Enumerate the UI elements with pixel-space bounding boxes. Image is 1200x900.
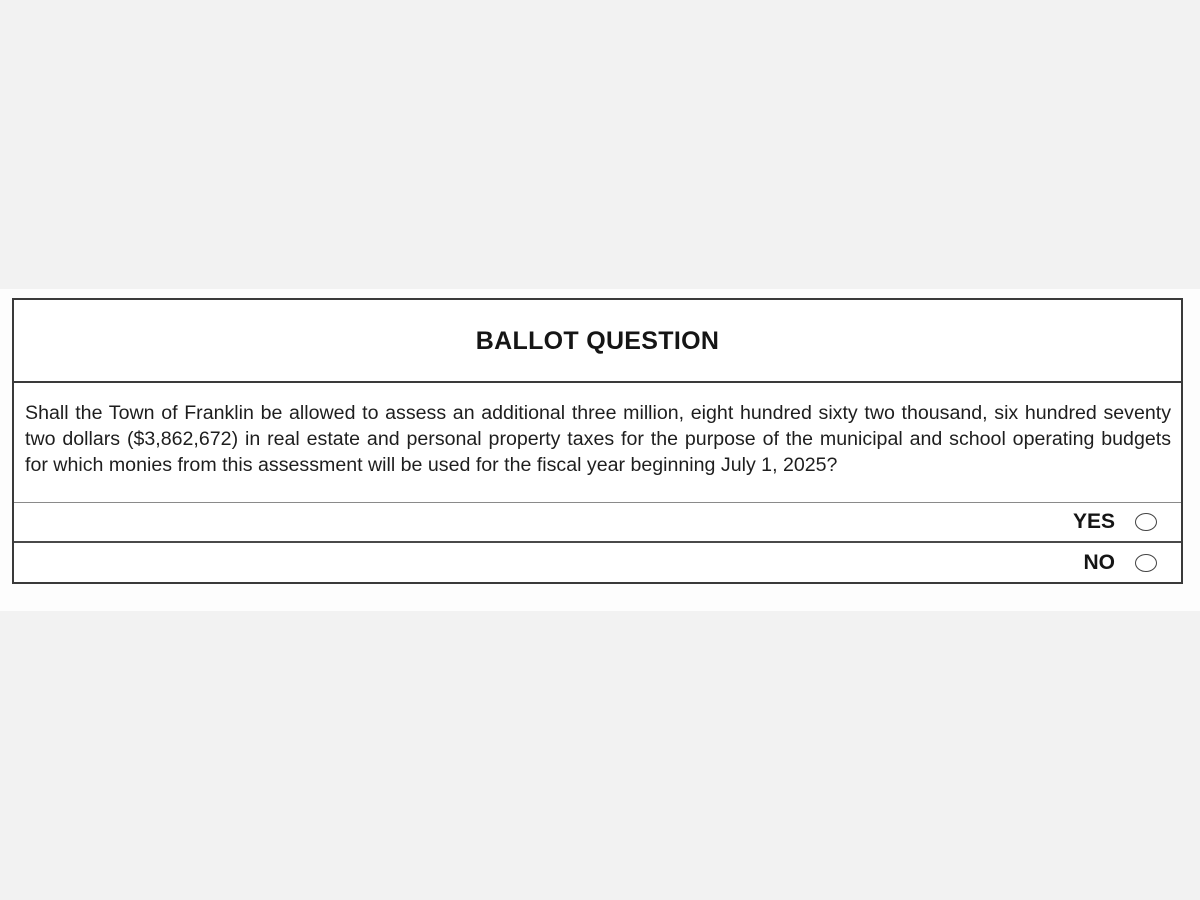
ballot-title: BALLOT QUESTION: [475, 327, 720, 355]
ballot-question-text: Shall the Town of Franklin be allowed to assess an additional three million, eight hundred sixty two thousand, six hundred seventy two dollars ($3,862,672) in real estate and personal property taxes for the purpose of the municipal and school operating budgets for which monies from this assessment will be used for the fiscal year beginning July 1, 2025?: [14, 383, 1181, 503]
option-label-yes: YES: [1072, 510, 1115, 533]
option-row-yes: [14, 503, 1181, 543]
oval-icon[interactable]: [1135, 554, 1157, 572]
option-row-no: [14, 543, 1181, 583]
option-label-no: NO: [1083, 551, 1115, 574]
ballot-header: [14, 300, 1181, 383]
ballot-question-box: [12, 298, 1183, 584]
oval-icon[interactable]: [1135, 513, 1157, 531]
